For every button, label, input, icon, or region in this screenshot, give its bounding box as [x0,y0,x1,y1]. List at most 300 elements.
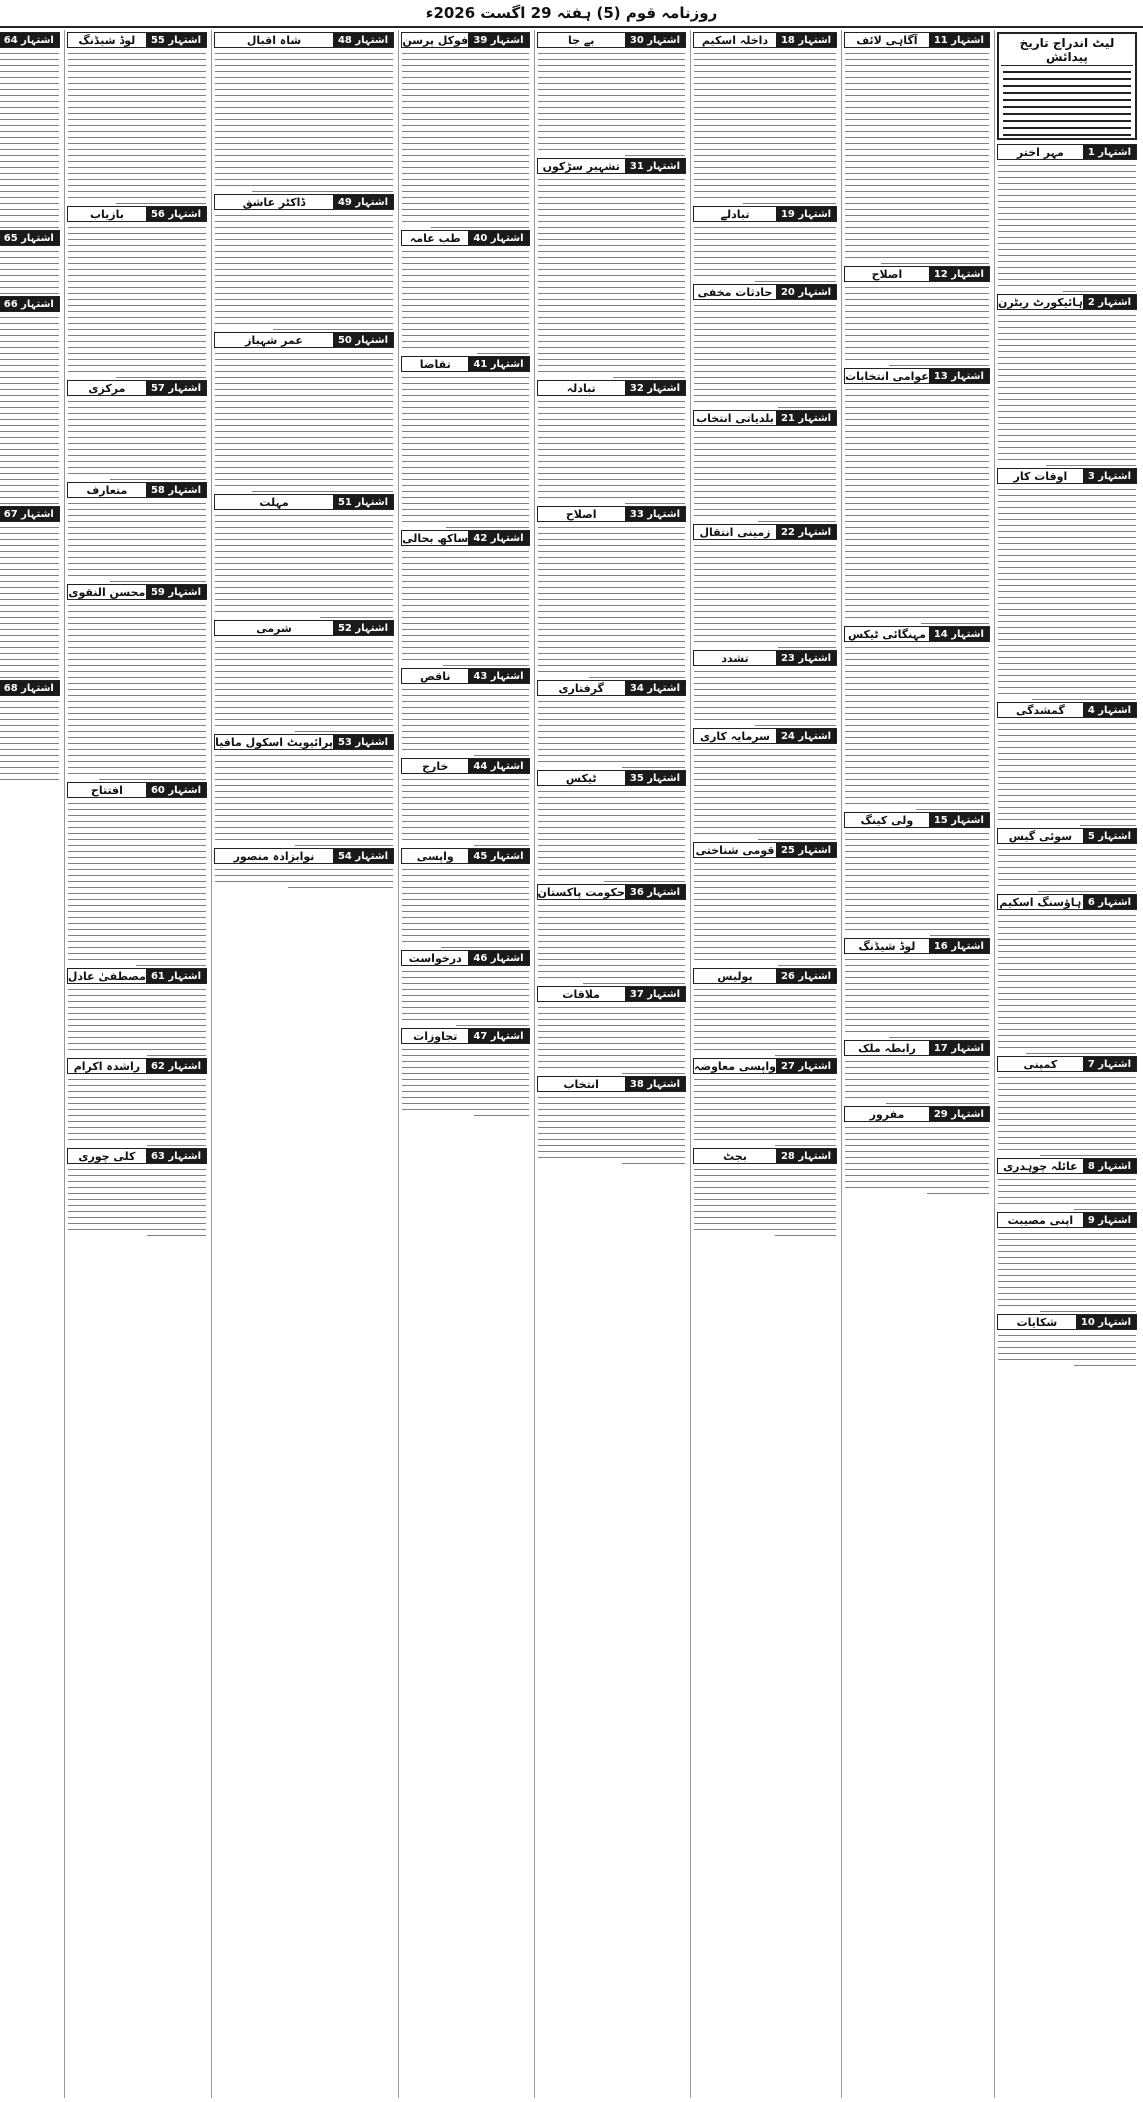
text-line [998,1023,1136,1025]
text-line [68,737,206,739]
text-line [694,695,836,697]
text-line [0,623,59,625]
text-line [845,341,989,343]
text-line [998,261,1136,263]
text-line [538,341,686,343]
text-line [68,941,206,943]
text-line [538,563,686,565]
text-line [845,317,989,319]
news-item-body [67,227,207,379]
text-line [68,1121,206,1123]
text-line [215,299,393,301]
text-line [775,1055,836,1057]
text-line [845,149,989,151]
news-item-header [997,294,1137,310]
news-item-body [693,863,837,967]
text-line [845,1085,989,1087]
text-line [845,605,989,607]
news-item-body [693,1079,837,1147]
text-line [845,869,989,871]
text-line [694,473,836,475]
text-line [215,881,393,883]
news-item-number: اشتہار 10 [1076,1315,1136,1329]
text-line [998,1119,1136,1121]
text-line [68,623,206,625]
text-line [694,317,836,319]
news-item-header [693,650,837,666]
text-line [68,575,206,577]
text-line [625,503,685,505]
text-line [538,1145,686,1147]
text-line [694,173,836,175]
news-item-header [214,620,394,636]
text-line [845,515,989,517]
text-line [538,185,686,187]
text-line [0,743,59,745]
news-item-number: اشتہار 22 [776,525,836,539]
text-line [215,53,393,55]
news-item-number: اشتہار 65 [0,231,59,245]
text-line [998,603,1136,605]
text-line [538,311,686,313]
text-line [68,503,206,505]
text-line [215,563,393,565]
text-line [538,299,686,301]
text-line [845,197,989,199]
text-line [68,749,206,751]
news-item-number: اشتہار 35 [625,771,685,785]
text-line [845,659,989,661]
text-line [402,335,528,337]
text-line [402,827,528,829]
text-line [998,207,1136,209]
text-line [998,885,1136,887]
text-line [402,251,528,253]
text-line [68,263,206,265]
news-item-body [693,989,837,1057]
text-line [998,657,1136,659]
text-line [215,473,393,475]
text-line [694,611,836,613]
news-item [844,1106,990,1194]
news-item-title: واپسی معاوضہ [694,1059,776,1073]
text-line [845,1187,989,1189]
text-line [0,725,59,727]
news-item-title: اصلاح [565,507,597,521]
text-line [402,77,528,79]
news-item [693,968,837,1056]
text-line [68,545,206,547]
text-line [215,359,393,361]
text-line [694,1187,836,1189]
text-line [845,401,989,403]
text-line [538,527,686,529]
news-item [67,1148,207,1236]
text-line [694,641,836,643]
text-line [538,1097,686,1099]
text-line [68,119,206,121]
text-line [68,1139,206,1141]
news-item-title: واپسی [416,849,454,863]
news-item [67,482,207,582]
news-item-body [214,53,394,193]
text-line [538,923,686,925]
news-item-title: ساکھ بحالی [402,531,469,545]
text-line [845,173,989,175]
text-line [402,653,528,655]
news-item-body [214,353,394,493]
news-item-body [67,503,207,583]
text-line [1003,127,1131,129]
news-item [693,284,837,408]
text-line [215,485,393,487]
text-line [845,65,989,67]
text-line [215,155,393,157]
text-line [0,419,59,421]
text-line [538,569,686,571]
text-line [845,833,989,835]
news-item-title: بے جا [567,33,595,47]
text-line [215,89,393,91]
text-line [215,437,393,439]
text-line [68,197,206,199]
text-line [694,905,836,907]
news-item [214,734,394,846]
news-item-header [997,1158,1137,1174]
text-line [845,743,989,745]
text-line [402,929,528,931]
text-line [402,695,528,697]
text-line [845,731,989,733]
text-line [694,395,836,397]
text-line [320,617,393,619]
text-line [402,833,528,835]
text-line [402,1007,528,1009]
text-line [694,329,836,331]
text-line [215,581,393,583]
text-line [273,329,393,331]
text-line [845,209,989,211]
text-line [694,911,836,913]
text-line [845,227,989,229]
text-line [402,815,528,817]
text-line [402,431,528,433]
news-item-header [693,842,837,858]
text-line [538,101,686,103]
text-line [0,365,59,367]
text-line [538,1013,686,1015]
text-line [1040,1311,1136,1313]
text-line [136,965,207,967]
text-line [694,815,836,817]
news-item [537,506,687,678]
text-line [778,407,836,409]
text-line [845,497,989,499]
text-line [694,713,836,715]
text-line [215,281,393,283]
news-item-number: اشتہار 16 [929,939,989,953]
news-item-body [997,315,1137,467]
text-line [0,251,59,253]
text-line [0,287,59,289]
text-line [694,371,836,373]
text-line [538,1103,686,1105]
text-line [845,1007,989,1009]
text-line [215,317,393,319]
text-line [998,1287,1136,1289]
news-item-header [214,194,394,210]
text-line [998,1341,1136,1343]
text-line [998,1257,1136,1259]
text-line [0,767,59,769]
text-line [215,803,393,805]
text-line [402,287,528,289]
news-item-header [693,284,837,300]
news-item [693,1148,837,1236]
news-item [693,1058,837,1146]
text-line [402,407,528,409]
news-item-body [693,431,837,523]
news-item-header [214,32,394,48]
text-line [538,359,686,361]
text-line [845,905,989,907]
text-line [694,995,836,997]
news-item-title: ولی کینگ [860,813,914,827]
text-line [845,611,989,613]
text-line [694,95,836,97]
news-item-title: تشہیر سڑکوں [542,159,620,173]
text-line [68,1187,206,1189]
text-line [694,1139,836,1141]
text-line [998,189,1136,191]
text-line [538,803,686,805]
text-line [845,581,989,583]
text-line [0,665,59,667]
text-line [402,611,528,613]
column-6 [211,30,396,2098]
text-line [68,179,206,181]
text-line [845,233,989,235]
text-line [694,761,836,763]
news-item-number: اشتہار 25 [776,843,836,857]
text-line [68,863,206,865]
text-line [402,1001,528,1003]
news-item-header [67,482,207,498]
text-line [694,929,836,931]
text-line [538,125,686,127]
text-line [694,53,836,55]
text-line [0,107,59,109]
text-line [0,407,59,409]
text-line [538,1109,686,1111]
text-line [402,1079,528,1081]
text-line [845,971,989,973]
text-line [68,731,206,733]
text-line [845,299,989,301]
text-line [402,881,528,883]
text-line [845,563,989,565]
text-line [0,209,59,211]
text-line [845,1139,989,1141]
news-item-header [693,1148,837,1164]
text-line [0,485,59,487]
news-item-title: فوکل پرسن [402,33,469,47]
text-line [68,761,206,763]
text-line [538,209,686,211]
text-line [0,377,59,379]
text-line [402,1109,528,1111]
text-line [295,845,393,847]
text-line [694,1001,836,1003]
news-item-header [0,506,60,522]
news-item-body [693,53,837,205]
text-line [215,215,393,217]
text-line [845,503,989,505]
text-line [845,695,989,697]
news-item-header [693,206,837,222]
news-item-title: شاہ اقبال [246,33,302,47]
text-line [68,881,206,883]
news-item-body [997,1233,1137,1313]
news-item-header [537,884,687,900]
text-line [998,1293,1136,1295]
news-item [401,950,529,1026]
text-line [694,821,836,823]
text-line [755,725,836,727]
text-line [538,233,686,235]
text-line [538,845,686,847]
text-line [845,707,989,709]
text-line [215,143,393,145]
text-line [402,347,528,349]
news-item [537,32,687,156]
text-line [0,257,59,259]
text-line [0,467,59,469]
text-line [215,797,393,799]
text-line [538,1067,686,1069]
news-item-header [693,32,837,48]
text-line [538,287,686,289]
text-line [68,401,206,403]
news-item-title: آگاہی لائف [856,33,918,47]
text-line [110,479,206,481]
text-line [215,263,393,265]
text-line [694,893,836,895]
text-line [0,503,59,505]
text-line [68,89,206,91]
text-line [68,281,206,283]
text-line [402,569,528,571]
text-line [402,731,528,733]
news-item-number: اشتہار 4 [1083,703,1136,717]
text-line [694,689,836,691]
news-item-title: تقاضا [419,357,451,371]
news-item-number: اشتہار 62 [146,1059,206,1073]
text-line [845,245,989,247]
text-line [694,161,836,163]
text-line [538,1037,686,1039]
text-line [694,869,836,871]
news-item [214,494,394,618]
text-line [998,753,1136,755]
text-line [998,867,1136,869]
text-line [694,263,836,265]
text-line [998,429,1136,431]
text-line [538,953,686,955]
text-line [0,161,59,163]
text-line [694,563,836,565]
text-line [845,461,989,463]
text-line [538,143,686,145]
news-item-body [997,165,1137,293]
text-line [0,101,59,103]
text-line [402,701,528,703]
text-line [402,323,528,325]
text-line [0,95,59,97]
text-line [0,611,59,613]
text-line [845,1091,989,1093]
news-item-number: اشتہار 46 [468,951,528,965]
news-item [693,728,837,840]
text-line [845,1169,989,1171]
news-item-number: اشتہار 42 [468,531,528,545]
text-line [1026,1053,1136,1055]
news-item-title: بجٹ [723,1149,747,1163]
text-line [845,557,989,559]
text-line [998,1263,1136,1265]
text-line [0,491,59,493]
text-line [538,137,686,139]
text-line [845,167,989,169]
text-line [998,1275,1136,1277]
text-line [694,1037,836,1039]
text-line [538,467,686,469]
text-line [1003,71,1131,73]
text-line [68,311,206,313]
news-item-number: اشتہار 61 [146,969,206,983]
text-line [998,177,1136,179]
text-line [402,155,528,157]
text-line [845,491,989,493]
text-line [778,965,836,967]
news-item-title: افتتاح [90,783,123,797]
text-line [402,503,528,505]
text-line [402,803,528,805]
text-line [845,239,989,241]
text-line [845,71,989,73]
text-line [845,1181,989,1183]
text-line [402,95,528,97]
text-line [215,179,393,181]
text-line [778,647,836,649]
text-line [402,839,528,841]
text-line [0,71,59,73]
text-line [998,573,1136,575]
text-line [694,515,836,517]
text-line [845,119,989,121]
text-line [998,447,1136,449]
news-item-number: اشتہار 53 [333,735,393,749]
text-line [68,959,206,961]
news-item-number: اشتہار 36 [625,885,685,899]
text-line [998,759,1136,761]
text-line [402,605,528,607]
news-item-number: اشتہار 23 [776,651,836,665]
text-line [694,239,836,241]
news-item-number: اشتہار 60 [146,783,206,797]
text-line [845,845,989,847]
news-item-header [844,626,990,642]
